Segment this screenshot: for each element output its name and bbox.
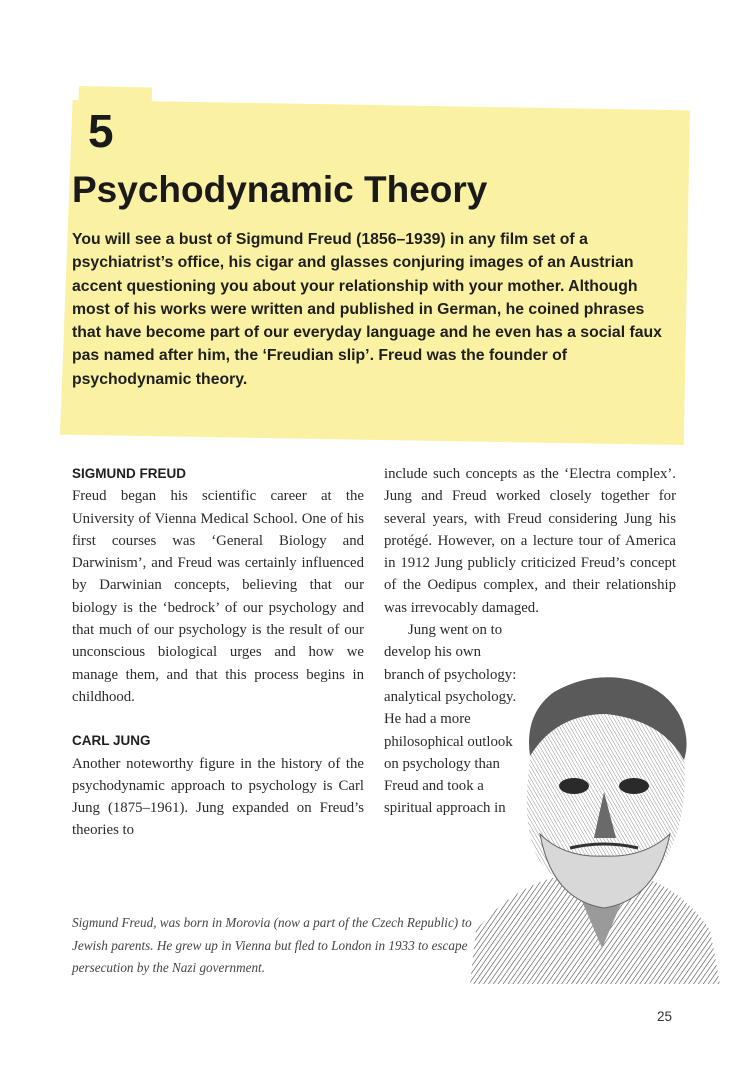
jung-paragraph-2: Jung went on to develop his own branch of psychology: analytical psychology. He had a more philosophical outlook on psychology than Freud and took a spiritual approach in	[384, 622, 517, 817]
chapter-title: Psychodynamic Theory	[72, 169, 488, 210]
portrait-caption: Sigmund Freud, was born in Morovia (now a part of the Czech Republic) to Jewish parents. He grew up in Vienna but fled to London in 1933 to escape persecution by the Nazi government.	[72, 915, 472, 975]
page-number: 25	[657, 1009, 673, 1024]
section-heading-jung: CARL JUNG	[72, 733, 151, 749]
section-heading-freud: SIGMUND FREUD	[72, 466, 186, 481]
left-column	[72, 463, 364, 842]
freud-portrait-image	[470, 668, 732, 984]
chapter-intro: You will see a bust of Sigmund Freud (1856–1939) in any film set of a psychiatrist’s office, his cigar and glasses conjuring images of an Austrian accent questioning you about your relationship with your mother. Although most of his works were written and published in German, he coined phrases that have become part of our everyday language and he even has a social faux pas named after him, the ‘Freudian slip’. Freud was the founder of psychodynamic theory.	[72, 231, 662, 388]
jung-paragraph: Another noteworthy figure in the history of the psychodynamic approach to psychology is Carl Jung (1875–1961). Jung expanded on Freud’s theories to	[72, 755, 364, 839]
chapter-number: 5	[88, 105, 114, 157]
jung-paragraph-continued: include such concepts as the ‘Electra complex’. Jung and Freud worked closely together for several years, with Freud considering Jung his protégé. However, on a lecture tour of America in 1912 Jung publicly criticized Freud’s concept of the Oedipus complex, and their relationship was irrevocably damaged.	[384, 466, 676, 616]
freud-paragraph: Freud began his scientific career at the University of Vienna Medical School. One of his first courses was ‘General Biology and Darwinism’, and Freud was certainly influenced by Darwinian concepts, believing that our biology is the ‘bedrock’ of our psychology and that much of our psychology is the result of our unconscious biological urges and how we manage them, and that this process begins in childhood.	[72, 488, 364, 705]
